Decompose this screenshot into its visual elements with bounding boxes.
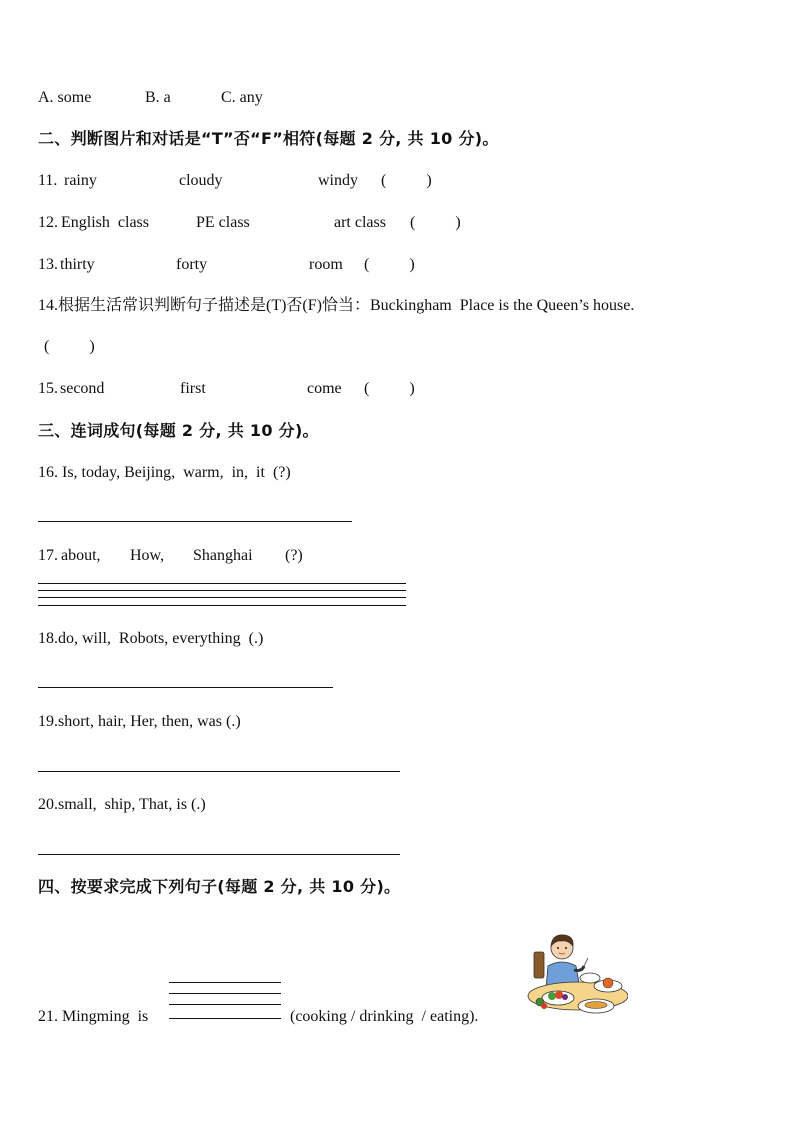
q11-word-1: rainy [64, 172, 97, 189]
q13-number: 13. [38, 256, 58, 273]
q12-word-1: English class [61, 214, 149, 231]
q13-word-1: thirty [60, 256, 95, 273]
q17-word-3: Shanghai [193, 547, 253, 564]
q20-answer-line[interactable] [38, 854, 400, 855]
section4-heading: 四、按要求完成下列句子(每题 2 分, 共 10 分)。 [38, 877, 401, 896]
q12-word-2: PE class [196, 214, 250, 231]
option-b: B. a [145, 89, 171, 106]
q11-word-2: cloudy [179, 172, 223, 189]
q15-word-2: first [180, 380, 206, 397]
q11-number: 11. [38, 172, 58, 189]
q18-answer-line[interactable] [38, 687, 333, 688]
q21-suffix: (cooking / drinking / eating). [290, 1008, 479, 1025]
q12-word-3: art class [334, 214, 386, 231]
q17-word-2: How, [130, 547, 165, 564]
q11-answer-bracket[interactable]: ( ) [381, 172, 432, 189]
q15-word-3: come [307, 380, 342, 397]
section2-heading: 二、判断图片和对话是“T”否“F”相符(每题 2 分, 共 10 分)。 [38, 129, 499, 148]
q12-number: 12. [38, 214, 58, 231]
q19-answer-line[interactable] [38, 771, 400, 772]
q21-blank-line-1[interactable] [169, 982, 281, 983]
q21-prefix: 21. Mingming is [38, 1008, 149, 1025]
q17-number: 17. [38, 547, 58, 564]
q21-blank-line-3[interactable] [169, 1004, 281, 1005]
q17-answer-line-3[interactable] [38, 597, 406, 598]
boy-eating-illustration [518, 926, 628, 1018]
q12-answer-bracket[interactable]: ( ) [410, 214, 461, 231]
q17-answer-line-2[interactable] [38, 590, 406, 591]
q13-word-3: room [309, 256, 343, 273]
q20-text: 20.small, ship, That, is (.) [38, 796, 206, 813]
option-a: A. some [38, 89, 92, 106]
q15-word-1: second [60, 380, 105, 397]
q17-word-4: (?) [285, 547, 303, 564]
option-c: C. any [221, 89, 263, 106]
q21-blank-line-4[interactable] [169, 1018, 281, 1019]
q14-text: 14.根据生活常识判断句子描述是(T)否(F)恰当：Buckingham Place is the Queen’s house. [38, 297, 635, 314]
q18-text: 18.do, will, Robots, everything (.) [38, 630, 264, 647]
q17-answer-line-1[interactable] [38, 583, 406, 584]
q15-answer-bracket[interactable]: ( ) [364, 380, 415, 397]
q14-answer-bracket[interactable]: ( ) [44, 338, 95, 355]
q21-blank-line-2[interactable] [169, 993, 281, 994]
q16-text: 16. Is, today, Beijing, warm, in, it (?) [38, 464, 291, 481]
q17-word-1: about, [61, 547, 101, 564]
q13-answer-bracket[interactable]: ( ) [364, 256, 415, 273]
q17-answer-line-4[interactable] [38, 605, 406, 606]
q15-number: 15. [38, 380, 58, 397]
q11-word-3: windy [318, 172, 358, 189]
q19-text: 19.short, hair, Her, then, was (.) [38, 713, 241, 730]
q13-word-2: forty [176, 256, 208, 273]
section3-heading: 三、连词成句(每题 2 分, 共 10 分)。 [38, 421, 319, 440]
q16-answer-line[interactable] [38, 521, 352, 522]
